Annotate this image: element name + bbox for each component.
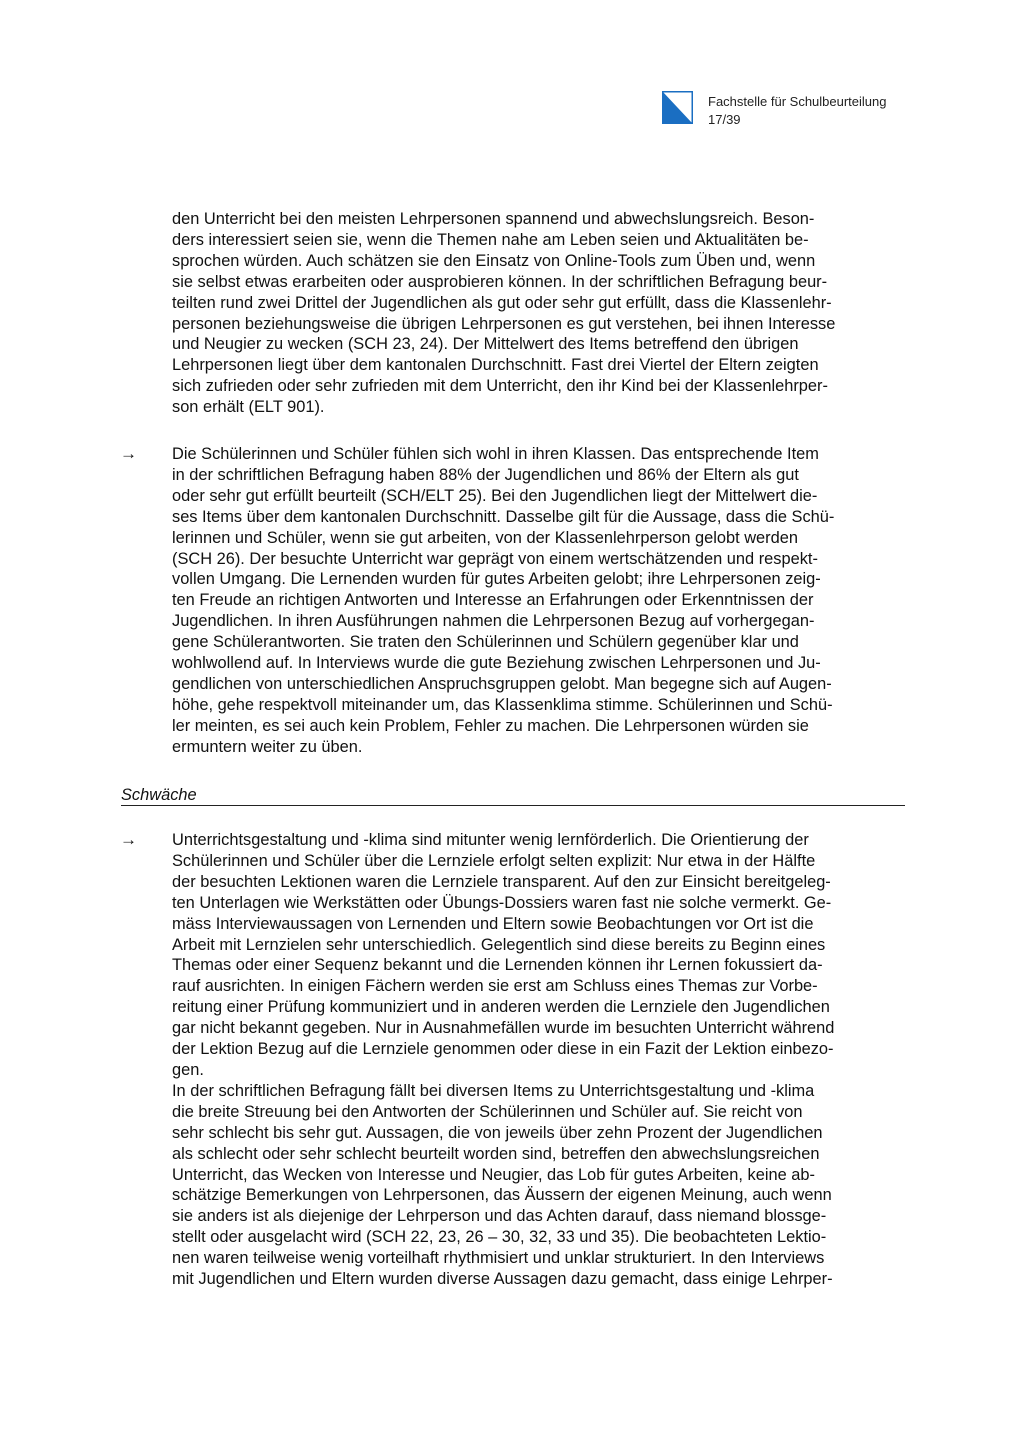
text-line: (SCH 26). Der besuchte Unterricht war geprägt von einem wertschätzenden und respekt- [172, 549, 818, 568]
text-line: höhe, gehe respektvoll miteinander um, das Klassenklima stimme. Schülerinnen und Schü- [172, 695, 833, 714]
text-line: Lehrpersonen liegt über dem kantonalen Durchschnitt. Fast drei Viertel der Eltern zeigten [172, 356, 819, 375]
text-line: die breite Streuung bei den Antworten der Schülerinnen und Schüler auf. Sie reicht von [172, 1102, 803, 1121]
section-heading-weakness [121, 785, 905, 806]
text-line: lerinnen und Schüler, wenn sie gut arbeiten, von der Klassenlehrperson gelobt werden [172, 528, 798, 547]
paragraph-continuation [172, 209, 912, 418]
text-line: mäss Interviewaussagen von Lernenden und Eltern sowie Beobachtungen vor Ort ist die [172, 914, 814, 933]
text-line: der besuchten Lektionen waren die Lernziele transparent. Auf den zur Einsicht bereitgeleg- [172, 872, 831, 891]
text-line: mit Jugendlichen und Eltern wurden diverse Aussagen dazu gemacht, dass einige Lehrper- [172, 1270, 833, 1289]
text-line: sprochen würden. Auch schätzen sie den Einsatz von Online-Tools zum Üben und, wenn [172, 251, 816, 270]
text-line: Arbeit mit Lernzielen sehr unterschiedlich. Gelegentlich sind diese bereits zu Beginn eines [172, 935, 826, 954]
text-line: gen. [172, 1060, 204, 1079]
text-line: son erhält (ELT 901). [172, 398, 325, 417]
section-heading-label: Schwäche [121, 786, 197, 804]
text-line: ten Unterlagen wie Werkstätten oder Übungs-Dossiers waren fast nie solche vermerkt. Ge- [172, 893, 832, 912]
text-line: ses Items über dem kantonalen Durchschnitt. Dasselbe gilt für die Aussage, dass die Schü- [172, 507, 835, 526]
text-line: gene Schülerantworten. Sie traten den Schülerinnen und Schülern gegenüber klar und [172, 633, 799, 652]
text-line: stellt oder ausgelacht wird (SCH 22, 23, 26 – 30, 32, 33 und 35). Die beobachteten Lektio- [172, 1228, 827, 1247]
text-line: Die Schülerinnen und Schüler fühlen sich wohl in ihren Klassen. Das entsprechende Item [172, 445, 819, 463]
text-line: schätzige Bemerkungen von Lehrpersonen, das Äussern der eigenen Meinung, auch wenn [172, 1186, 832, 1205]
text-line: rauf ausrichten. In einigen Fächern werden sie erst am Schluss eines Themas zur Vorbe- [172, 977, 818, 996]
text-line: ermuntern weiter zu üben. [172, 737, 363, 756]
text-line: teilten rund zwei Drittel der Jugendlichen als gut oder sehr gut erfüllt, dass die Klassenlehr- [172, 293, 832, 312]
header-page-number: 17/39 [708, 112, 741, 127]
text-line: ler meinten, es sei auch kein Problem, Fehler zu machen. Die Lehrpersonen würden sie [172, 716, 809, 735]
text-line: vollen Umgang. Die Lernenden wurden für gutes Arbeiten gelobt; ihre Lehrpersonen zeig- [172, 570, 821, 589]
bullet-arrow-icon: → [120, 830, 137, 849]
text-line: wohlwollend auf. In Interviews wurde die gute Beziehung zwischen Lehrpersonen und Ju- [172, 654, 821, 673]
text-line: oder sehr gut erfüllt beurteilt (SCH/ELT 25). Bei den Jugendlichen liegt der Mittelwert die- [172, 486, 818, 505]
text-line: nen waren teilweise wenig vorteilhaft rhythmisiert und unklar strukturiert. In den Interviews [172, 1249, 825, 1268]
page-header [662, 91, 992, 131]
text-line: gar nicht bekannt gegeben. Nur in Ausnahmefällen wurde im besuchten Unterricht während [172, 1019, 835, 1038]
header-text [708, 93, 887, 129]
text-line: Jugendlichen. In ihren Ausführungen nahmen die Lehrpersonen Bezug auf vorhergegan- [172, 612, 815, 631]
text-line: den Unterricht bei den meisten Lehrpersonen spannend und abwechslungsreich. Beson- [172, 210, 815, 228]
text-line: sie selbst etwas erarbeiten oder ausprobieren können. In der schriftlichen Befragung beur- [172, 272, 828, 291]
text-line: sehr schlecht bis sehr gut. Aussagen, die von jeweils über zehn Prozent der Jugendlichen [172, 1123, 823, 1142]
paragraph-weakness-learning-goals [172, 830, 912, 1290]
text-line: In der schriftlichen Befragung fällt bei diversen Items zu Unterrichtsgestaltung und -klima [172, 1081, 815, 1100]
text-line: und Neugier zu wecken (SCH 23, 24). Der Mittelwert des Items betreffend den übrigen [172, 335, 799, 354]
text-line: Unterricht, das Wecken von Interesse und Neugier, das Lob für gutes Arbeiten, keine ab- [172, 1165, 815, 1184]
text-line: der Lektion Bezug auf die Lernziele genommen oder diese in ein Fazit der Lektion einbezo- [172, 1040, 834, 1059]
text-line: sie anders ist als diejenige der Lehrperson und das Achten darauf, dass niemand blossge- [172, 1207, 827, 1226]
text-line: Unterrichtsgestaltung und -klima sind mitunter wenig lernförderlich. Die Orientierung der [172, 831, 809, 849]
text-line: als schlecht oder sehr schlecht beurteilt worden sind, betreffen den abwechslungsreichen [172, 1144, 820, 1163]
header-org-name: Fachstelle für Schulbeurteilung [708, 94, 887, 109]
text-line: ders interessiert seien sie, wenn die Themen nahe am Leben seien und Aktualitäten be- [172, 230, 809, 249]
paragraph-strength-wellbeing [172, 444, 912, 758]
text-line: in der schriftlichen Befragung haben 88% der Jugendlichen und 86% der Eltern als gut [172, 465, 799, 484]
zurich-canton-logo-icon [662, 91, 693, 124]
text-line: Themas oder einer Sequenz bekannt und die Lernenden können ihr Lernen fokussiert da- [172, 956, 823, 975]
text-line: Schülerinnen und Schüler über die Lernziele erfolgt selten explizit: Nur etwa in der Hälfte [172, 851, 816, 870]
text-line: personen beziehungsweise die übrigen Lehrpersonen es gut verstehen, bei ihnen Interesse [172, 314, 836, 333]
text-line: sich zufrieden oder sehr zufrieden mit dem Unterricht, den ihr Kind bei der Klassenlehrper- [172, 377, 828, 396]
bullet-arrow-icon: → [120, 444, 137, 463]
text-line: ten Freude an richtigen Antworten und Interesse an Erfahrungen oder Erkenntnissen der [172, 591, 814, 610]
text-line: reitung einer Prüfung kommuniziert und in anderen werden die Lernziele den Jugendlichen [172, 998, 830, 1017]
text-line: gendlichen von unterschiedlichen Anspruchsgruppen gelobt. Man begegne sich auf Augen- [172, 674, 832, 693]
